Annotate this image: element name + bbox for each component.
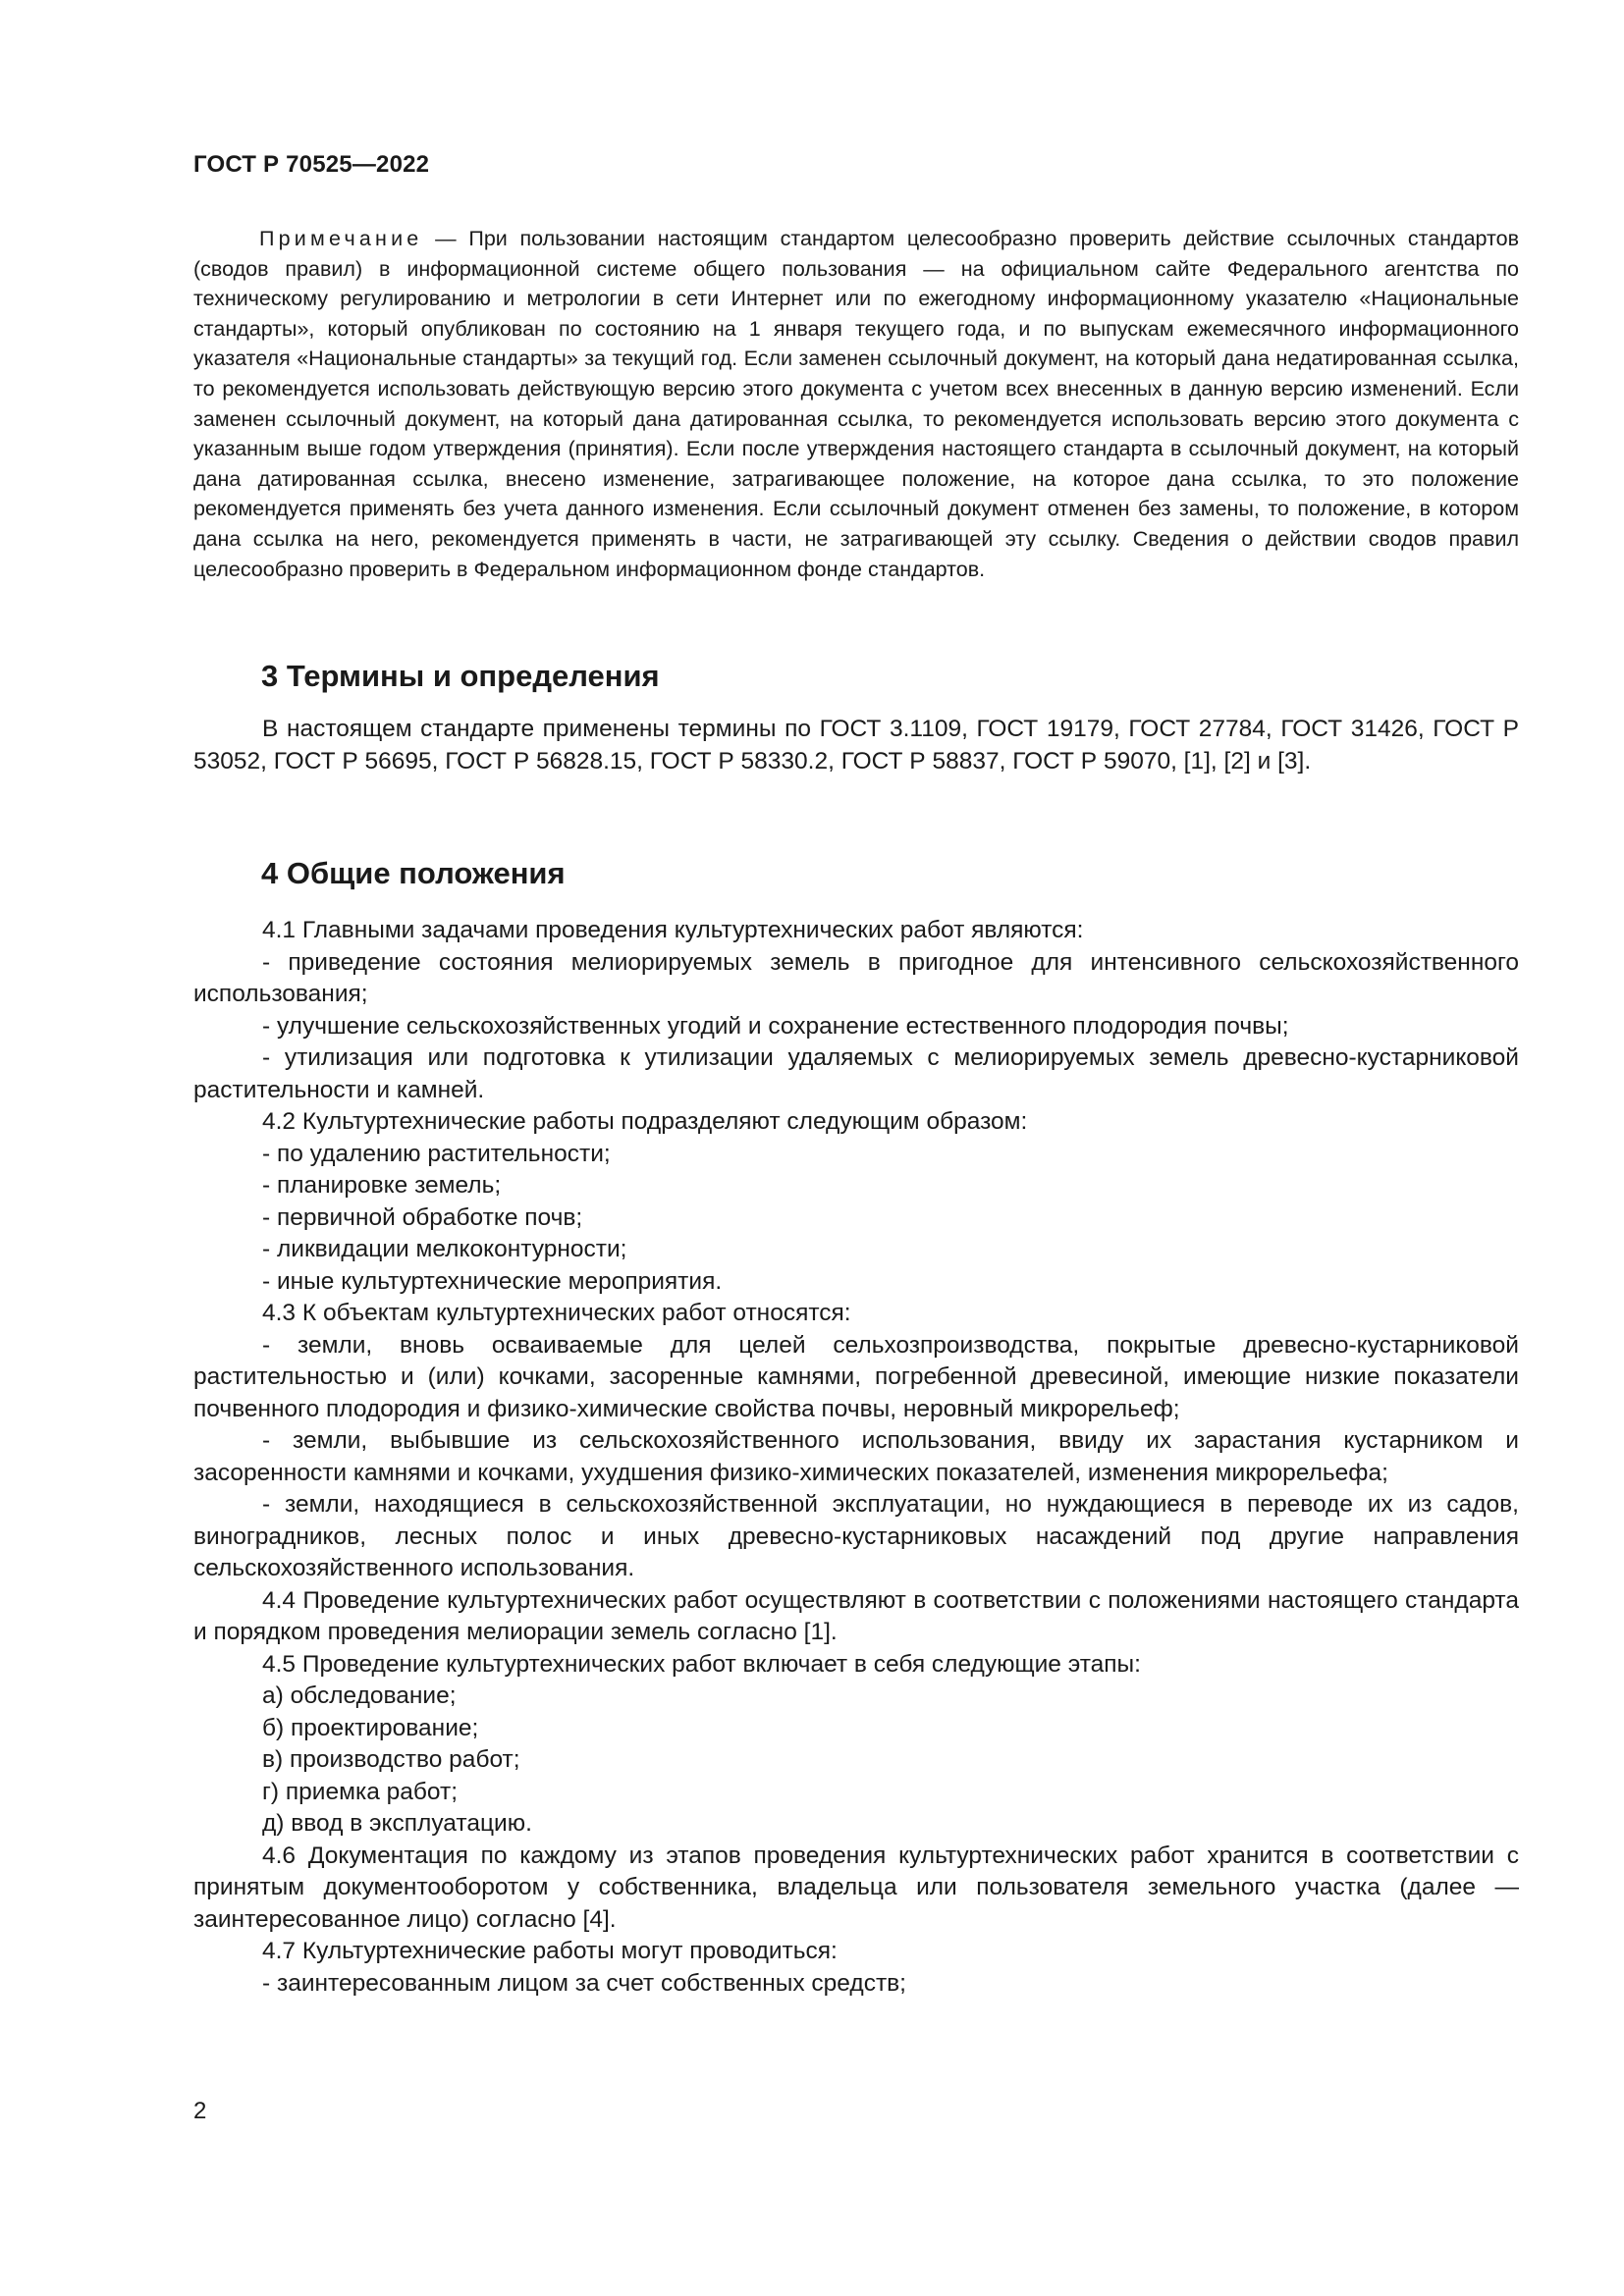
note-text: — При пользовании настоящим стандартом целесообразно проверить действие ссылочных стандартов (сводов правил) в информационной системе общего пользования — на официальном сайте Федерального агентства по техническому регулированию и метрологии в сети Интернет или по ежегодному информационному указателю «Национальные стандарты», который опубликован по состоянию на 1 января текущего года, и по выпускам ежемесячного информационного указателя «Национальные стандарты» за текущий год. Если заменен ссылочный документ, на который дана недатированная ссылка, то рекомендуется использовать действующую версию этого документа с учетом всех внесенных в данную версию изменений. Если заменен ссылочный документ, на который дана датированная ссылка, то рекомендуется использовать версию этого документа с указанным выше годом утверждения (принятия). Если после утверждения настоящего стандарта в ссылочный документ, на который дана датированная ссылка, внесено изменение, затрагивающее положение, на которое дана ссылка, то это положение рекомендуется применять без учета данного изменения. Если ссылочный документ отменен без замены, то положение, в котором дана ссылка на него, рекомендуется применять в части, не затрагивающей эту ссылку. Сведения о действии сводов правил целесообразно проверить в Федеральном информационном фонде стандартов.	[193, 227, 1519, 581]
page-number: 2	[193, 2098, 207, 2124]
paragraph: 4.3 К объектам культуртехнических работ относятся:	[262, 1300, 851, 1326]
reference-note	[193, 224, 1519, 584]
paragraph: 4.5 Проведение культуртехнических работ включает в себя следующие этапы:	[262, 1650, 1141, 1678]
list-item: - утилизация или подготовка к утилизации удаляемых с мелиорируемых земель древесно-кустарниковой растительности и камней.	[193, 1044, 1519, 1103]
list-item: - улучшение сельскохозяйственных угодий и сохранение естественного плодородия почвы;	[262, 1012, 1289, 1040]
list-item: д) ввод в эксплуатацию.	[262, 1810, 532, 1837]
list-item: - первичной обработке почв;	[262, 1203, 583, 1231]
list-item: - земли, находящиеся в сельскохозяйственной эксплуатации, но нуждающиеся в переводе их из садов, виноградников, лесных полос и иных древесно-кустарниковых насаждений под другие направления сельскохозяйственного использования.	[193, 1491, 1519, 1581]
list-item: - иные культуртехнические мероприятия.	[262, 1267, 723, 1295]
list-item: г) приемка работ;	[262, 1778, 459, 1805]
list-item: в) производство работ;	[262, 1746, 520, 1773]
section-3-title: 3 Термины и определения	[261, 659, 660, 693]
list-item: - заинтересованным лицом за счет собственных средств;	[262, 1969, 906, 1997]
list-item: а) обследование;	[262, 1682, 457, 1709]
paragraph: 4.1 Главными задачами проведения культуртехнических работ являются:	[262, 917, 1084, 943]
paragraph: 4.6 Документация по каждому из этапов проведения культуртехнических работ хранится в соответствии с принятым документооборотом у собственника, владельца или пользователя земельного участка (далее — заинтересованное лицо) согласно [4].	[193, 1842, 1519, 1933]
paragraph: 4.7 Культуртехнические работы могут проводиться:	[262, 1938, 838, 1964]
list-item: - ликвидации мелкоконтурности;	[262, 1236, 627, 1262]
paragraph: В настоящем стандарте применены термины по ГОСТ 3.1109, ГОСТ 19179, ГОСТ 27784, ГОСТ 31426, ГОСТ Р 53052, ГОСТ Р 56695, ГОСТ Р 56828.15, ГОСТ Р 58330.2, ГОСТ Р 58837, ГОСТ Р 59070, [1], [2] и [3].	[193, 716, 1519, 774]
paragraph: 4.4 Проведение культуртехнических работ осуществляют в соответствии с положениями настоящего стандарта и порядком проведения мелиорации земель согласно [1].	[193, 1586, 1519, 1645]
list-item: - приведение состояния мелиорируемых земель в пригодное для интенсивного сельскохозяйственного использования;	[193, 948, 1519, 1007]
list-item: б) проектирование;	[262, 1714, 479, 1741]
list-item: - земли, вновь осваиваемые для целей сельхозпроизводства, покрытые древесно-кустарниковой растительностью и (или) кочками, засоренные камнями, погребенной древесиной, имеющие низкие показатели почвенного плодородия и физико-химические свойства почвы, неровный микрорельеф;	[193, 1331, 1519, 1422]
document-header: ГОСТ Р 70525—2022	[193, 151, 430, 178]
list-item: - земли, выбывшие из сельскохозяйственного использования, ввиду их зарастания кустарником и засоренности камнями и кочками, ухудшения физико-химических показателей, изменения микрорельефа;	[193, 1427, 1519, 1486]
section-4-title: 4 Общие положения	[261, 856, 566, 890]
paragraph: 4.2 Культуртехнические работы подразделяют следующим образом:	[262, 1108, 1028, 1135]
section-4-body	[193, 915, 1519, 2000]
section-3-body	[193, 714, 1519, 777]
note-label: Примечание	[259, 227, 423, 250]
list-item: - планировке земель;	[262, 1172, 502, 1199]
list-item: - по удалению растительности;	[262, 1140, 611, 1167]
